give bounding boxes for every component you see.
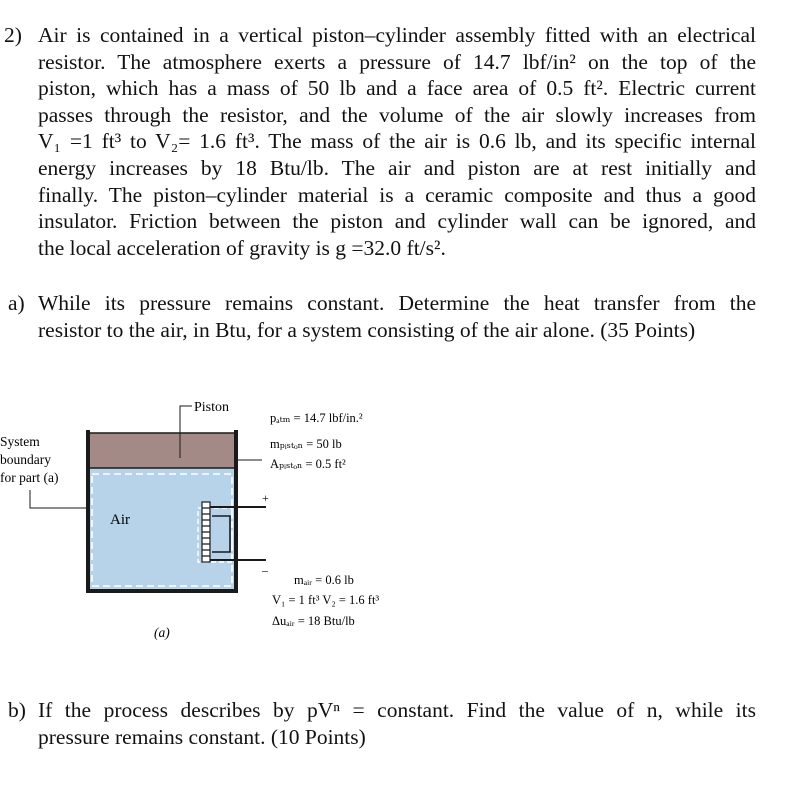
problem-line: resistor. The atmosphere exerts a pressure of 14.7 lbf/in² on the top of the — [38, 49, 756, 74]
part-b-line: If the process describes by pVⁿ = constant. Find the value of n, while its — [38, 698, 756, 722]
m-air-label: mₐᵢᵣ = 0.6 lb — [294, 573, 354, 587]
part-b-text — [8, 697, 756, 750]
minus-terminal: – — [262, 563, 268, 577]
part-b-line: pressure remains constant. (10 Points) — [38, 724, 366, 749]
piston — [88, 433, 236, 468]
part-a-line: While its pressure remains constant. Determine the heat transfer from the — [38, 291, 756, 315]
cylinder-interior — [88, 468, 236, 590]
plus-terminal: + — [262, 491, 269, 505]
piston-label: Piston — [194, 400, 230, 415]
m-piston-label: mₚᵢₛₜₒₙ = 50 lb — [270, 437, 342, 451]
p-atm-label: pₐₜₘ = 14.7 lbf/in.² — [270, 411, 363, 425]
part-a-label: a) — [8, 291, 25, 315]
du-air-label: Δuₐᵢᵣ = 18 Btu/lb — [272, 614, 355, 628]
part-b-label: b) — [8, 698, 26, 722]
problem-line: finally. The piston–cylinder material is a ceramic composite and thus a good — [38, 182, 756, 207]
system-boundary-label-1: System — [0, 434, 40, 449]
system-boundary-leader — [30, 490, 90, 508]
problem-line: insulator. Friction between the piston and cylinder wall can be ignored, and — [38, 209, 756, 234]
problem-line: the local acceleration of gravity is g =32.0 ft/s². — [38, 235, 446, 260]
problem-line: passes through the resistor, and the volume of the air slowly increases from — [38, 102, 756, 127]
problem-line: energy increases by 18 Btu/lb. The air and piston are at rest initially and — [38, 155, 756, 180]
figure-caption: (a) — [154, 625, 170, 640]
problem-number: 2) — [4, 23, 22, 47]
air-label: Air — [110, 512, 130, 528]
problem-line: Air is contained in a vertical piston–cylinder assembly fitted with an electrical — [38, 23, 756, 47]
part-a-text — [8, 290, 756, 343]
problem-2-text — [4, 22, 756, 261]
piston-cylinder-figure — [0, 390, 795, 660]
part-a-line: resistor to the air, in Btu, for a system consisting of the air alone. (35 Points) — [38, 317, 696, 342]
a-piston-label: Aₚᵢₛₜₒₙ = 0.5 ft² — [270, 457, 346, 471]
system-boundary-label-2: boundary — [0, 452, 51, 467]
problem-line: piston, which has a mass of 50 lb and a face area of 0.5 ft². Electric current — [38, 76, 756, 101]
problem-line: V₁ =1 ft³ to V₂= 1.6 ft³. The mass of the air is 0.6 lb, and its specific internal — [38, 129, 756, 154]
volumes-label: V₁ = 1 ft³ V₂ = 1.6 ft³ — [272, 593, 380, 607]
system-boundary-label-3: for part (a) — [0, 470, 59, 485]
